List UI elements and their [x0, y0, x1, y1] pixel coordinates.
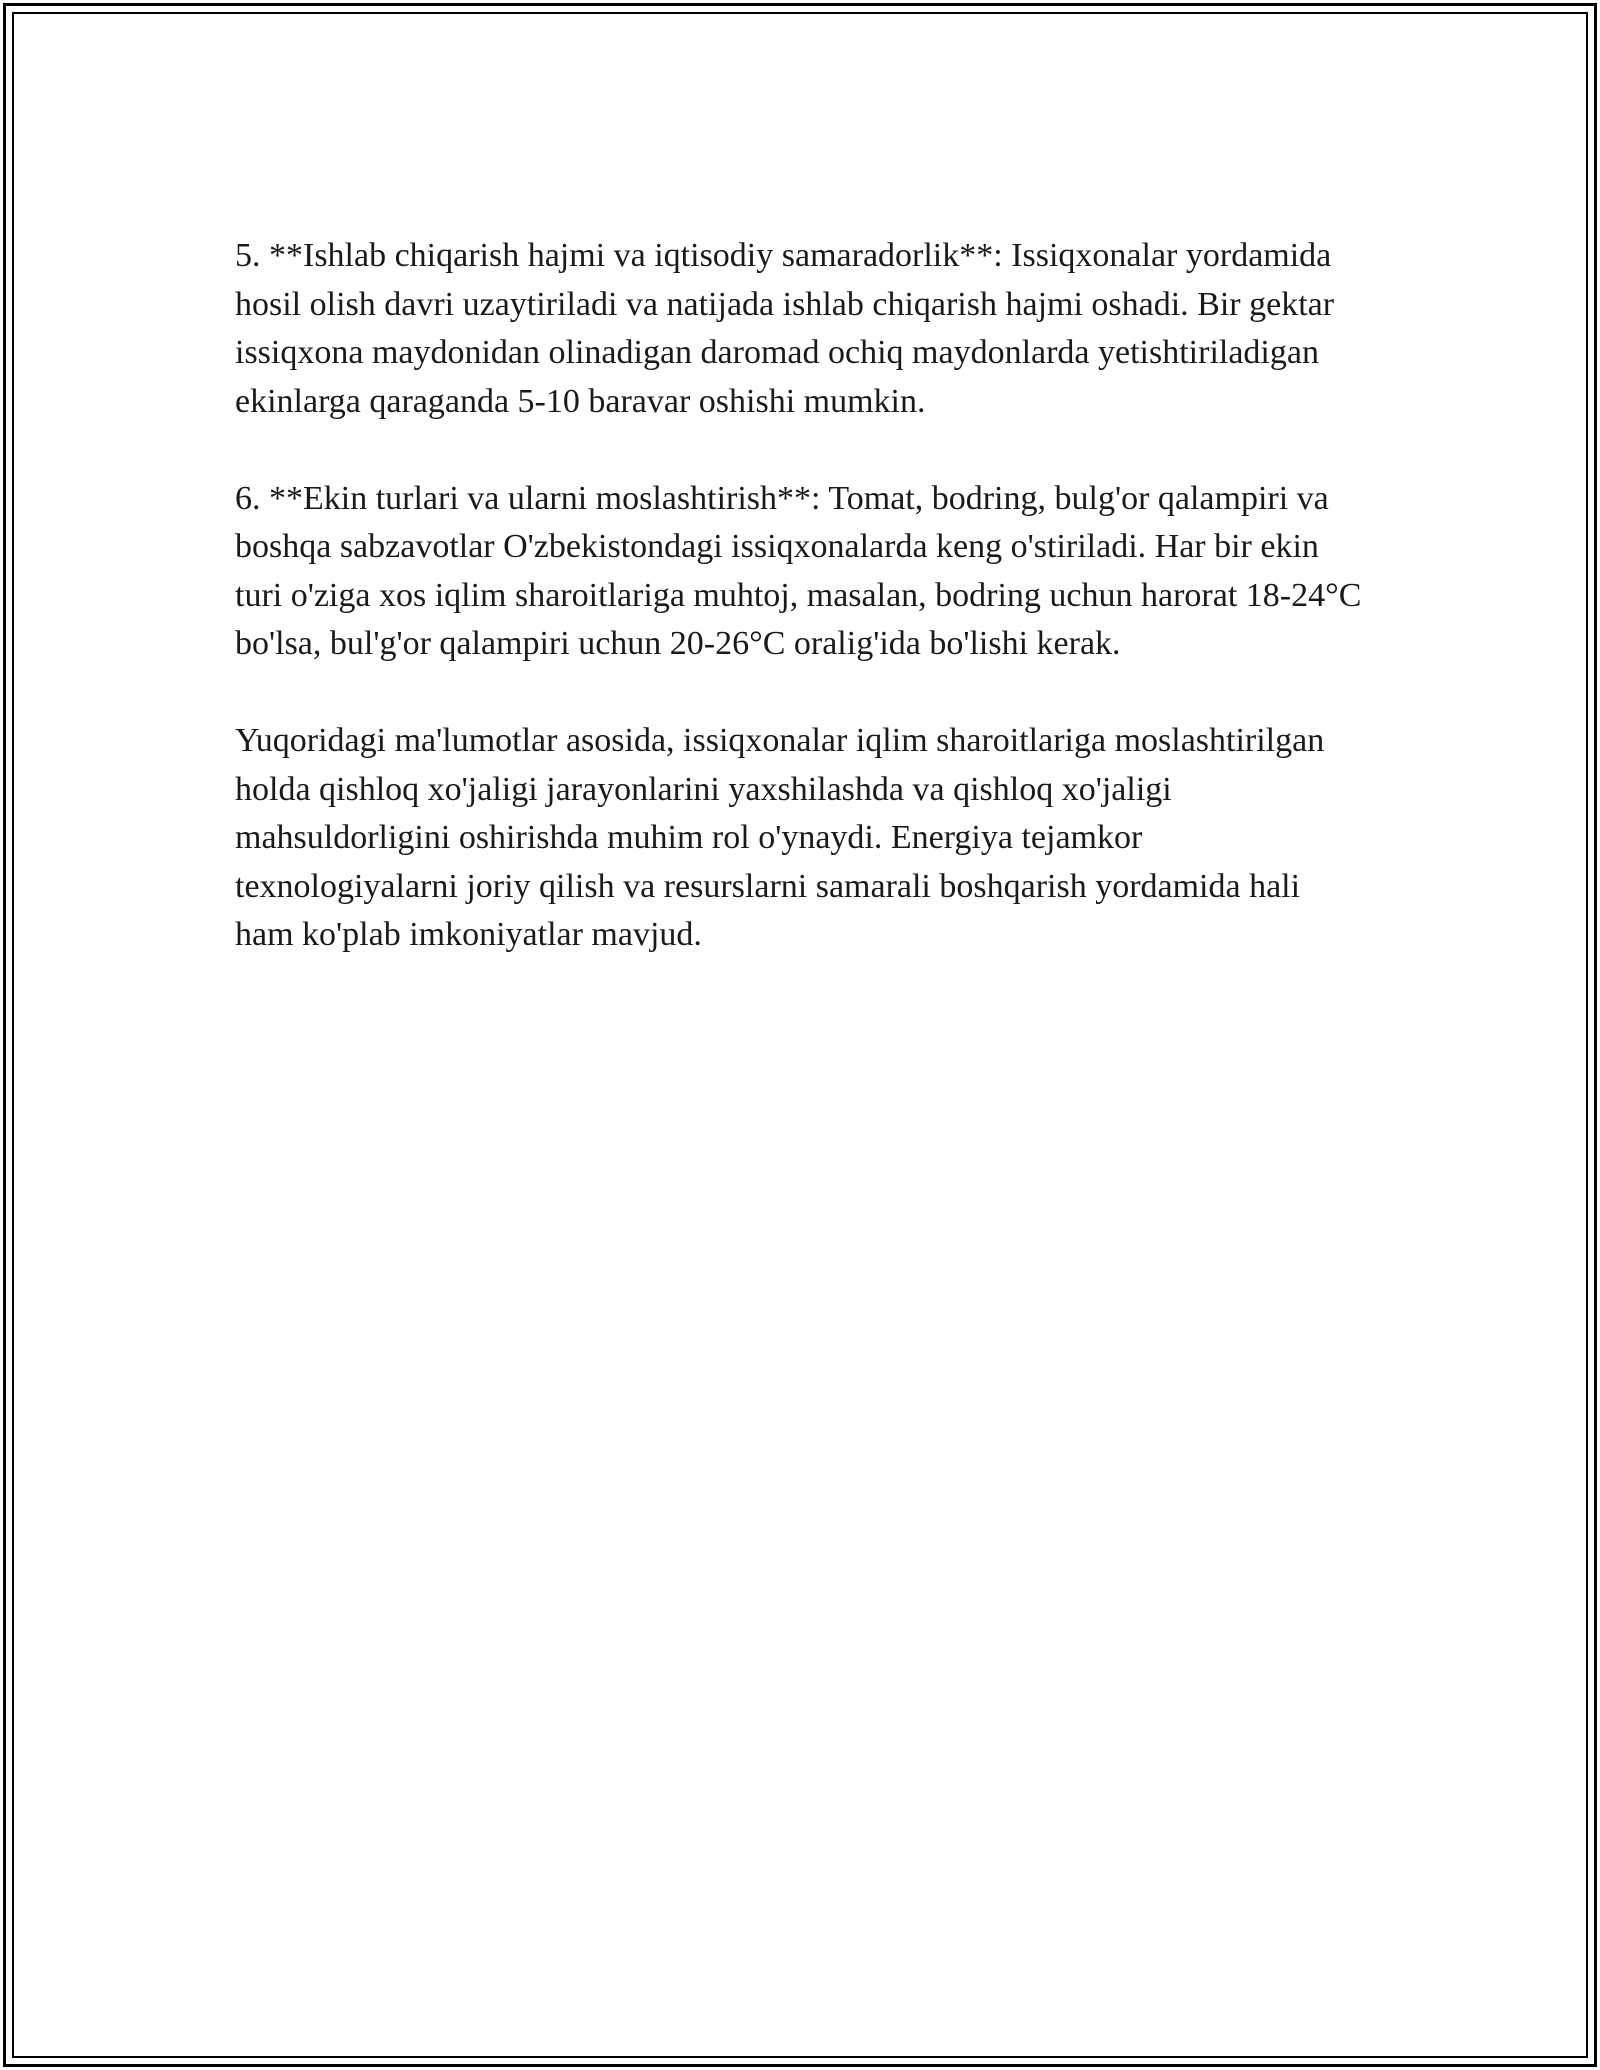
paragraph-crop-types: 6. **Ekin turlari va ularni moslashtirish**: Tomat, bodring, bulg'or qalampiri va boshqa sabzavotlar O'zbekistondagi issiqxonalarda keng o'stiriladi. Har bir ekin turi o'ziga xos iqlim sharoitlariga muhtoj, masalan, bodring uchun harorat 18-24°C bo'lsa, bul'g'or qalampiri uchun 20-26°C oralig'ida bo'lishi kerak. [235, 479, 1362, 662]
document-body [235, 232, 1365, 1008]
paragraph-conclusion: Yuqoridagi ma'lumotlar asosida, issiqxonalar iqlim sharoitlariga moslashtirilgan holda qishloq xo'jaligi jarayonlarini yaxshilashda va qishloq xo'jaligi mahsuldorligini oshirishda muhim rol o'ynaydi. Energiya tejamkor texnologiyalarni joriy qilish va resurslarni samarali boshqarish yordamida hali ham ko'plab imkoniyatlar mavjud. [235, 722, 1325, 953]
paragraph-production-volume: 5. **Ishlab chiqarish hajmi va iqtisodiy samaradorlik**: Issiqxonalar yordamida hosil olish davri uzaytiriladi va natijada ishlab chiqarish hajmi oshadi. Bir gektar issiqxona maydonidan olinadigan daromad ochiq maydonlarda yetishtiriladigan ekinlarga qaraganda 5-10 baravar oshishi mumkin. [235, 237, 1335, 420]
